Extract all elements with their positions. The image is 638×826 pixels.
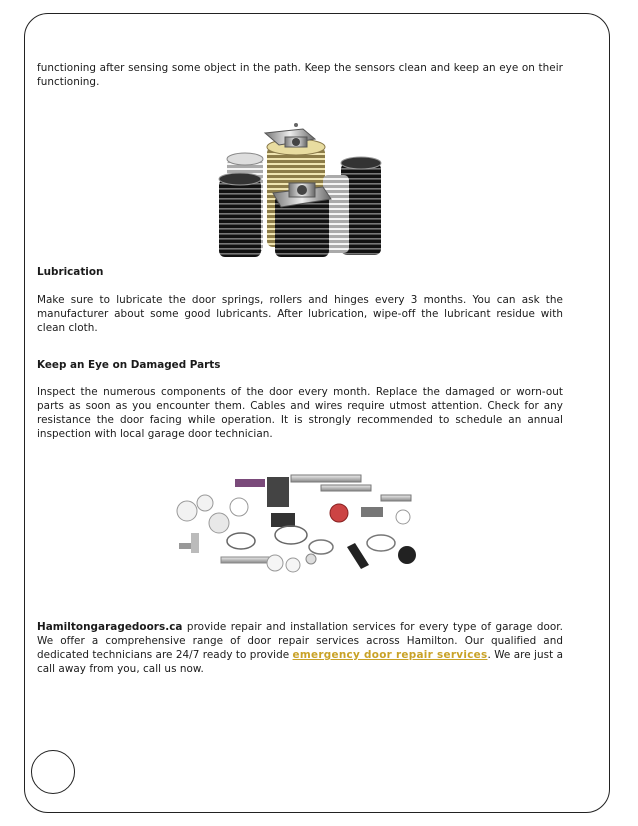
damaged-parts-paragraph: Inspect the numerous components of the door every month. Replace the damaged or worn-out parts as soon as you encounter them. Cables and wires require utmost attention. Check for any resistance the door facing while operation. It is strongly recommended to schedule an annual inspection with local garage door technician. [37,386,563,440]
damaged-parts-heading: Keep an Eye on Damaged Parts [37,359,221,371]
parts-image [37,473,563,583]
springs-illustration [205,123,395,259]
page-content [37,61,563,676]
intro-paragraph: functioning after sensing some object in the path. Keep the sensors clean and keep an eye on their functioning. [37,62,563,88]
springs-image [37,123,563,259]
footer-paragraph [37,620,563,676]
emergency-repair-link[interactable]: emergency door repair services [292,649,488,661]
parts-illustration [171,473,429,583]
lubrication-paragraph: Make sure to lubricate the door springs, rollers and hinges every 3 months. You can ask the manufacturer about some good lubricants. After lubrication, wipe-off the lubricant residue with clean cloth. [37,294,563,334]
lubrication-heading: Lubrication [37,266,104,278]
footer-text-after: . We are just a call away from you, call us now. [37,649,563,675]
brand-name: Hamiltongaragedoors.ca [37,621,183,633]
page-corner-circle [31,750,75,794]
footer-text-before: provide repair and installation services for every type of garage door. We offer a comprehensive range of door repair services across Hamilton. Our qualified and dedicated technicians are 24/7 ready to provide [37,621,563,661]
